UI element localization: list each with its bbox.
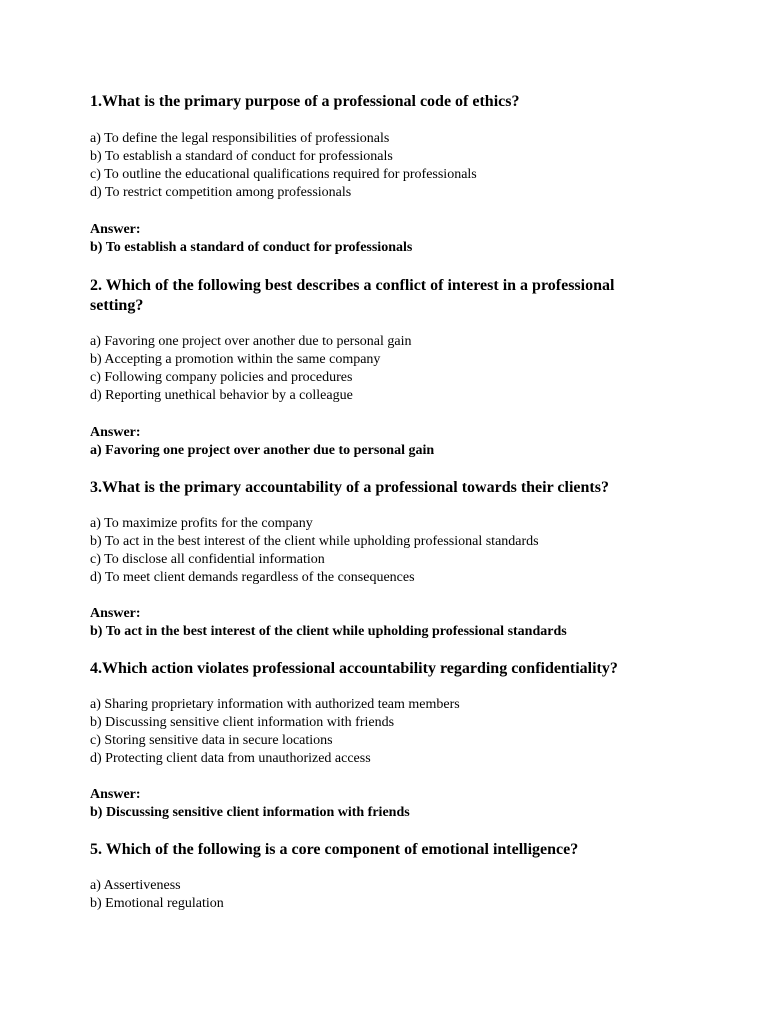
answer-label: Answer:: [90, 425, 141, 440]
question-4: [90, 659, 678, 822]
question-title: 4.Which action violates professional accountability regarding confidentiality?: [90, 660, 618, 677]
option-c: c) To disclose all confidential information: [90, 552, 325, 567]
answer-text: a) Favoring one project over another due to personal gain: [90, 443, 435, 458]
question-title: 3.What is the primary accountability of a professional towards their clients?: [90, 479, 609, 496]
option-list: [90, 696, 678, 768]
option-c: c) Storing sensitive data in secure locations: [90, 733, 333, 748]
option-list: [90, 130, 678, 202]
option-c: c) Following company policies and procedures: [90, 370, 353, 385]
answer-label: Answer:: [90, 606, 141, 621]
answer-text: b) To act in the best interest of the client while upholding professional standards: [90, 624, 567, 639]
option-d: d) To restrict competition among professionals: [90, 185, 352, 200]
answer-label: Answer:: [90, 222, 141, 237]
answer-label: Answer:: [90, 787, 141, 802]
option-b: b) To establish a standard of conduct for professionals: [90, 149, 393, 164]
question-title: 1.What is the primary purpose of a professional code of ethics?: [90, 93, 520, 110]
answer-block: [90, 221, 678, 257]
option-b: b) Accepting a promotion within the same company: [90, 352, 381, 367]
question-3: [90, 478, 678, 641]
option-list: [90, 515, 678, 587]
answer-text: b) Discussing sensitive client information with friends: [90, 805, 410, 820]
option-list: [90, 877, 678, 913]
option-a: a) Sharing proprietary information with authorized team members: [90, 697, 460, 712]
option-d: d) Protecting client data from unauthorized access: [90, 751, 371, 766]
answer-block: [90, 786, 678, 822]
option-a: a) Favoring one project over another due to personal gain: [90, 334, 412, 349]
option-b: b) Emotional regulation: [90, 896, 224, 911]
option-a: a) Assertiveness: [90, 878, 181, 893]
option-list: [90, 333, 678, 405]
answer-block: [90, 605, 678, 641]
option-d: d) To meet client demands regardless of the consequences: [90, 570, 415, 585]
question-2: [90, 276, 678, 460]
option-a: a) To define the legal responsibilities of professionals: [90, 131, 390, 146]
option-c: c) To outline the educational qualifications required for professionals: [90, 167, 477, 182]
question-1: [90, 92, 678, 257]
option-a: a) To maximize profits for the company: [90, 516, 313, 531]
answer-block: [90, 424, 678, 460]
option-b: b) To act in the best interest of the client while upholding professional standards: [90, 534, 539, 549]
question-5: [90, 840, 678, 913]
answer-text: b) To establish a standard of conduct for professionals: [90, 240, 413, 255]
option-d: d) Reporting unethical behavior by a colleague: [90, 388, 353, 403]
option-b: b) Discussing sensitive client information with friends: [90, 715, 395, 730]
question-title: 5. Which of the following is a core component of emotional intelligence?: [90, 841, 579, 858]
question-title: 2. Which of the following best describes a conflict of interest in a professional setting?: [90, 277, 615, 314]
